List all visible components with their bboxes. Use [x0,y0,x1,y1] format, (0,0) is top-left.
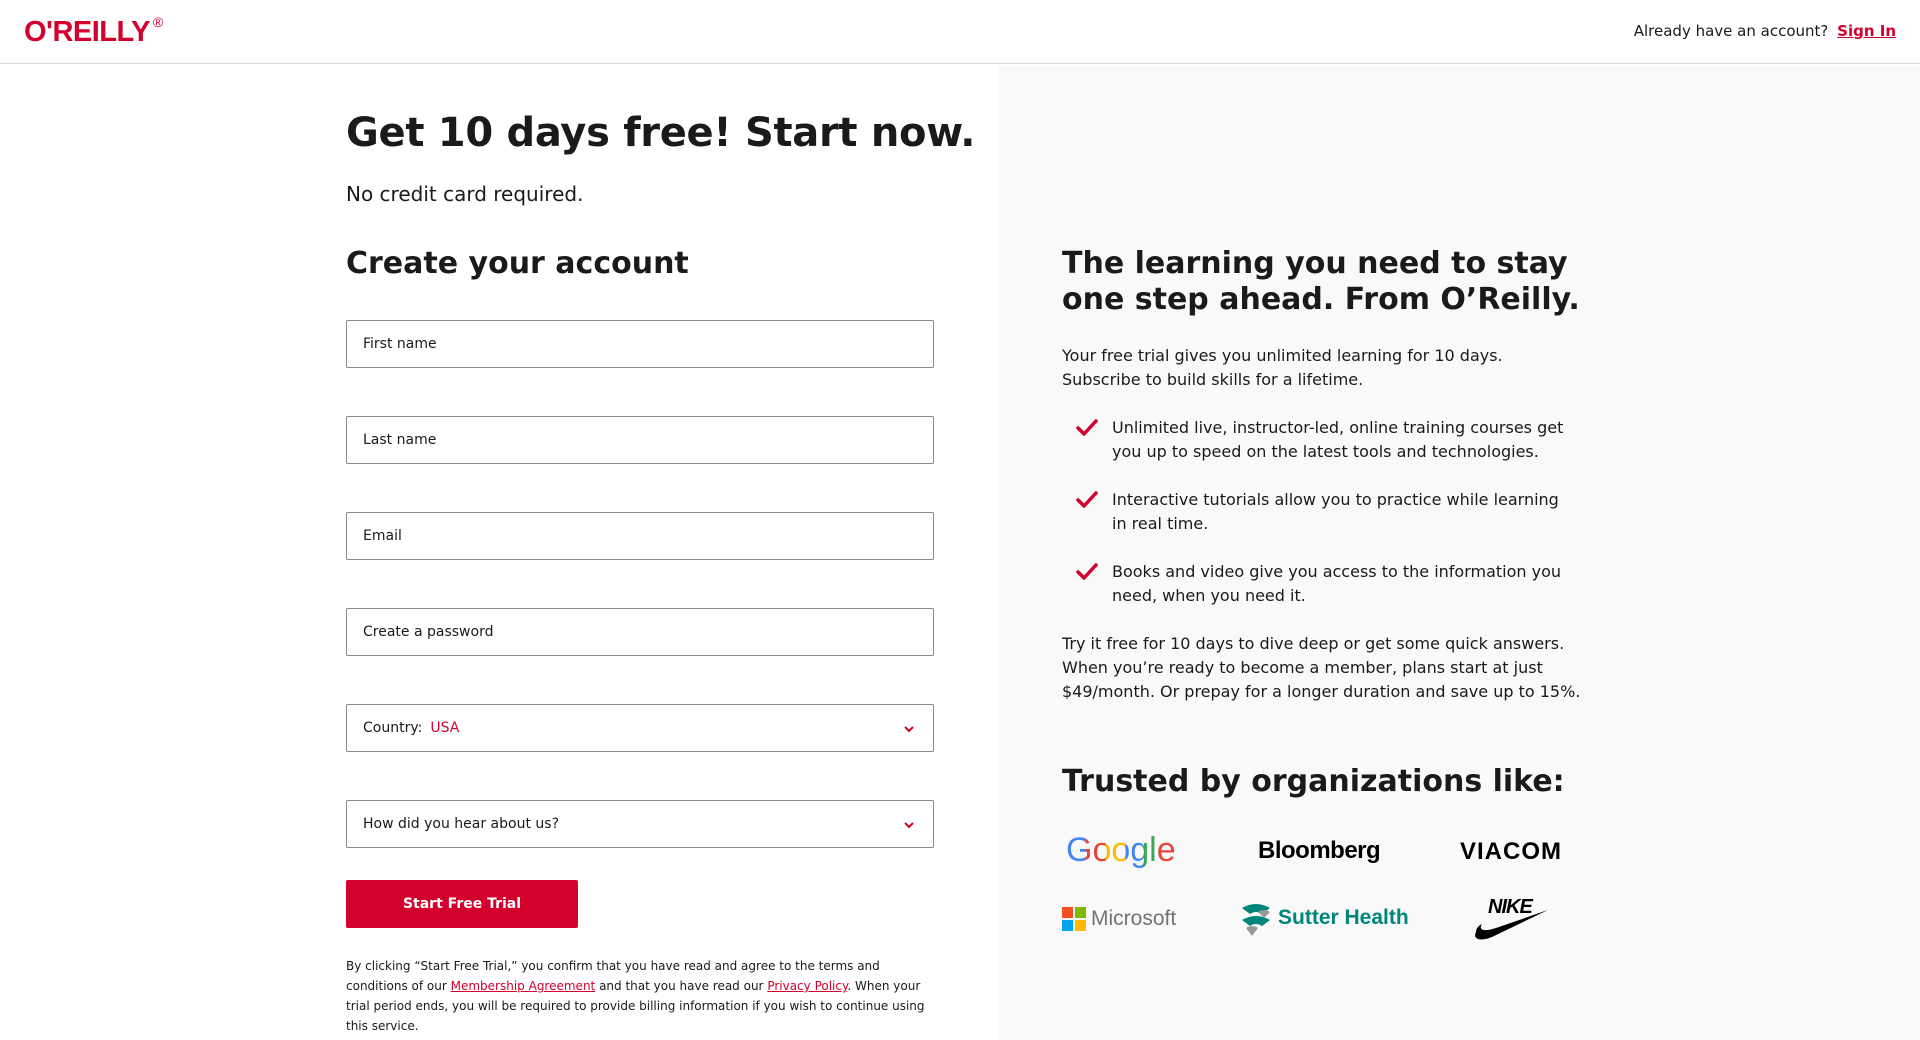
promo-pricing: Try it free for 10 days to dive deep or get some quick answers. When you’re ready to become a member, plans start at just $49/month. Or prepay for a longer duration and save up to 15%. [1062,634,1581,701]
chevron-down-icon [903,819,915,831]
checkmark-icon [1076,562,1098,582]
bloomberg-wordmark: Bloomberg [1258,837,1381,864]
microsoft-wordmark: Microsoft [1091,907,1177,930]
account-prompt-text: Already have an account? [1633,22,1829,40]
registered-mark: ® [152,14,163,30]
bloomberg-logo [1258,834,1380,868]
start-free-trial-button[interactable]: Start Free Trial [346,880,578,928]
checkmark-icon [1076,418,1098,438]
viacom-wordmark: VIACOM [1460,838,1562,865]
microsoft-logo [1062,906,1176,932]
legal-text-2: and that you have read our [595,979,768,993]
password-input[interactable] [363,609,933,655]
last-name-input[interactable] [363,417,933,463]
signin-link[interactable]: Sign In [1837,22,1896,40]
legal-notice [346,956,936,1036]
privacy-policy-link[interactable]: Privacy Policy [767,979,848,993]
sutter-health-logo [1238,898,1409,938]
benefit-item [1076,488,1576,536]
google-wordmark: Google [1066,830,1176,869]
logo-text: O'REILLY [24,16,150,48]
promo-panel [998,65,1920,1040]
checkmark-icon [1076,490,1098,510]
legal-text-3: . When your trial period ends, you will be required to provide billing information if you wish to continue using this service. [346,979,925,1033]
promo-intro: Your free trial gives you unlimited learning for 10 days. Subscribe to build skills for a lifetime. [1062,346,1503,389]
google-logo [1066,830,1176,870]
email-field[interactable] [346,512,934,560]
benefit-item [1076,560,1576,608]
chevron-down-icon [903,723,915,735]
form-title: Create your account [346,246,689,281]
benefit-item [1076,416,1576,464]
first-name-input[interactable] [363,321,933,367]
country-select[interactable] [346,704,934,752]
legal-text-1: By clicking “Start Free Trial,” you confirm that you have read and agree to the terms and conditions of our [346,959,880,993]
sutter-health-emblem-icon [1238,898,1274,938]
signin-prompt [1634,22,1896,40]
country-value: USA [430,720,460,736]
first-name-field[interactable] [346,320,934,368]
benefit-text: Interactive tutorials allow you to practice while learning in real time. [1112,490,1559,533]
page-title: Get 10 days free! Start now. [346,110,976,156]
top-header [0,0,1920,64]
benefit-text: Books and video give you access to the information you need, when you need it. [1112,562,1562,605]
last-name-field[interactable] [346,416,934,464]
page-subtitle: No credit card required. [346,182,584,206]
sutter-health-wordmark: Sutter Health [1278,906,1409,929]
viacom-logo [1460,836,1562,868]
referral-label: How did you hear about us? [363,816,559,832]
nike-wordmark: NIKE [1488,896,1532,918]
email-input[interactable] [363,513,933,559]
trusted-title: Trusted by organizations like: [1062,764,1565,799]
oreilly-logo[interactable] [24,16,163,48]
microsoft-squares-icon [1062,907,1086,931]
nike-logo [1472,896,1550,942]
membership-agreement-link[interactable]: Membership Agreement [450,979,596,993]
promo-headline: The learning you need to stay one step ahead. From O’Reilly. [1062,246,1580,317]
country-label: Country: [363,720,423,736]
referral-select[interactable] [346,800,934,848]
password-field[interactable] [346,608,934,656]
benefit-text: Unlimited live, instructor-led, online training courses get you up to speed on the latest tools and technologies. [1112,418,1564,461]
